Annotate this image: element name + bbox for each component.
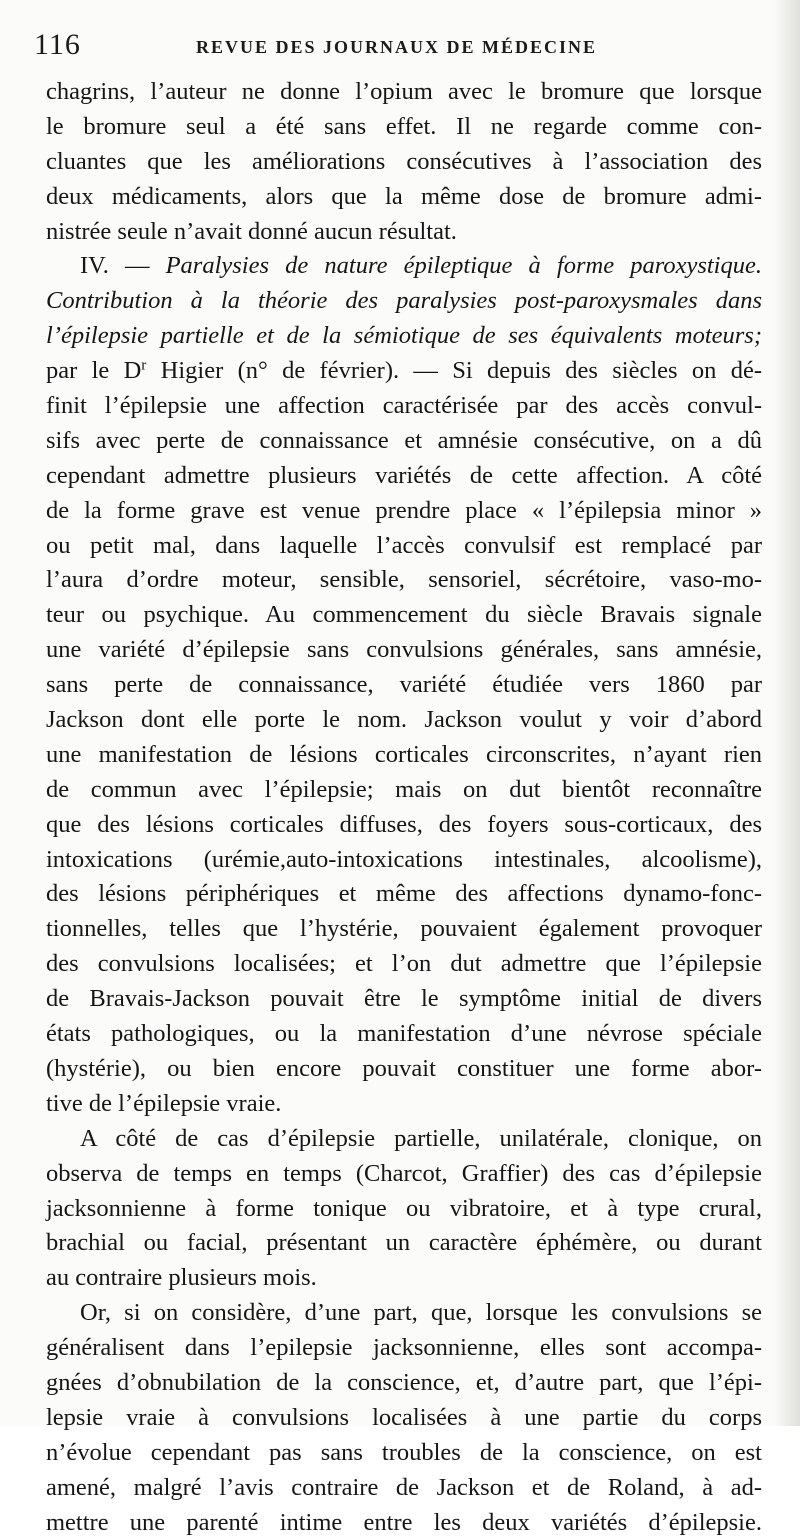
article-body xyxy=(46,75,762,1540)
article-subtitle-line: l’épilepsie partielle et de la sémiotique de ses équivalents moteurs; xyxy=(46,322,762,350)
author-citation: Higier (n° de février). — Si depuis des siècles on dé- xyxy=(146,357,762,385)
running-header xyxy=(30,28,770,76)
text-line: des convulsions localisées; et l’on dut admettre que l’épilepsie xyxy=(46,950,762,978)
text-line: teur ou psychique. Au commencement du siècle Bravais signale xyxy=(46,601,762,629)
text-line: tionnelles, telles que l’hystérie, pouvaient également provoquer xyxy=(46,915,762,943)
section-number: IV. — xyxy=(80,252,166,280)
text-line: mettre une parenté intime entre les deux variétés d’épilepsie. xyxy=(46,1508,762,1536)
text-line: gnées d’obnubilation de la conscience, et, d’autre part, que l’épi- xyxy=(46,1368,762,1396)
text-line: cluantes que les améliorations consécutives à l’association des xyxy=(46,147,762,175)
text-line: une manifestation de lésions corticales circonscrites, n’ayant rien xyxy=(46,740,762,768)
page-edge-shadow xyxy=(774,0,800,1426)
text-line: (hystérie), ou bien encore pouvait constituer une forme abor- xyxy=(46,1054,762,1082)
text-line: l’aura d’ordre moteur, sensible, sensoriel, sécrétoire, vaso-mo- xyxy=(46,566,762,594)
text-line: intoxications (urémie,auto-intoxications intestinales, alcoolisme), xyxy=(46,845,762,873)
text-line xyxy=(46,354,762,389)
article-subtitle-line: Contribution à la théorie des paralysies post-paroxysmales dans xyxy=(46,287,762,315)
text-line: brachial ou facial, présentant un caractère éphémère, ou durant xyxy=(46,1229,762,1257)
text-line: de commun avec l’épilepsie; mais on dut bientôt reconnaître xyxy=(46,775,762,803)
text-line: lepsie vraie à convulsions localisées à une partie du corps xyxy=(46,1403,762,1431)
text-line: nistrée seule n’avait donné aucun résultat. xyxy=(46,217,457,245)
page-number: 116 xyxy=(34,28,81,61)
text-line: jacksonnienne à forme tonique ou vibratoire, et à type crural, xyxy=(46,1194,762,1222)
text-line: généralisent dans l’epilepsie jacksonnienne, elles sont accompa- xyxy=(46,1334,762,1362)
text-line: que des lésions corticales diffuses, des foyers sous-corticaux, des xyxy=(46,810,762,838)
text-line: deux médicaments, alors que la même dose de bromure admi- xyxy=(46,182,762,210)
text-line: de Bravais-Jackson pouvait être le symptôme initial de divers xyxy=(46,985,762,1013)
text-line: finit l’épilepsie une affection caractérisée par des accès convul- xyxy=(46,392,762,420)
superscript: r xyxy=(141,356,147,374)
article-title: Paralysies de nature épileptique à forme paroxystique. xyxy=(165,252,762,280)
text-line: n’évolue cependant pas sans troubles de la conscience, on est xyxy=(46,1438,762,1466)
paragraph-first-line: A côté de cas d’épilepsie partielle, unilatérale, clonique, on xyxy=(80,1124,762,1152)
text-line: une variété d’épilepsie sans convulsions générales, sans amnésie, xyxy=(46,636,762,664)
text-line: sifs avec perte de connaissance et amnésie consécutive, on a dû xyxy=(46,426,762,454)
author-prefix: par le D xyxy=(46,357,142,385)
text-line: le bromure seul a été sans effet. Il ne regarde comme con- xyxy=(46,112,762,140)
text-line: ou petit mal, dans laquelle l’accès convulsif est remplacé par xyxy=(46,531,762,559)
section-heading-line xyxy=(46,249,762,284)
text-line: cependant admettre plusieurs variétés de cette affection. A côté xyxy=(46,461,762,489)
text-line: états pathologiques, ou la manifestation d’une névrose spéciale xyxy=(46,1020,762,1048)
text-line: au contraire plusieurs mois. xyxy=(46,1264,317,1292)
text-line: sans perte de connaissance, variété étudiée vers 1860 par xyxy=(46,671,762,699)
text-line: chagrins, l’auteur ne donne l’opium avec le bromure que lorsque xyxy=(46,78,762,105)
text-line: amené, malgré l’avis contraire de Jackson et de Roland, à ad- xyxy=(46,1473,762,1501)
text-line: tive de l’épilepsie vraie. xyxy=(46,1089,282,1117)
paragraph-first-line: Or, si on considère, d’une part, que, lorsque les convulsions se xyxy=(80,1299,762,1327)
text-line: Jackson dont elle porte le nom. Jackson voulut y voir d’abord xyxy=(46,706,762,734)
text-line: de la forme grave est venue prendre place « l’épilepsia minor » xyxy=(46,496,762,524)
text-line: observa de temps en temps (Charcot, Graffier) des cas d’épilepsie xyxy=(46,1159,762,1187)
running-title: REVUE DES JOURNAUX DE MÉDECINE xyxy=(196,37,598,57)
text-line: des lésions périphériques et même des affections dynamo-fonc- xyxy=(46,880,762,908)
